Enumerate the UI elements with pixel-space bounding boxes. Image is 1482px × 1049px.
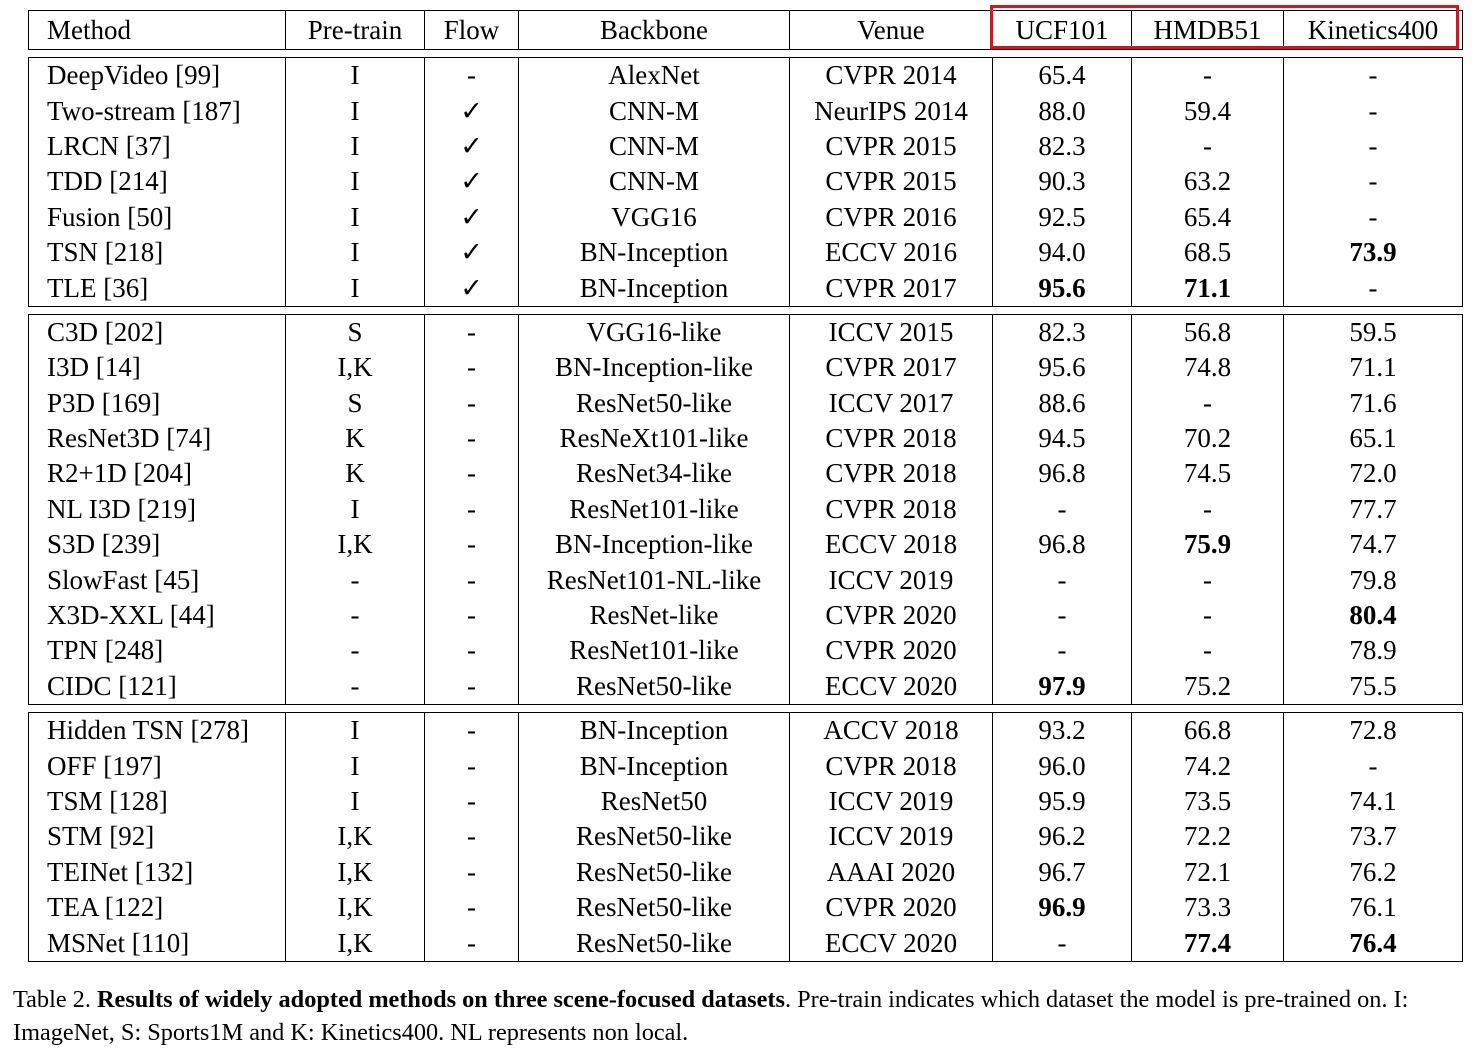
cell-backbone: ResNet50-like xyxy=(519,669,790,705)
cell-method: C3D [202] xyxy=(29,314,286,350)
cell-pretrain: I xyxy=(286,492,425,527)
table-caption xyxy=(13,983,1478,1049)
cell-flow: ✓ xyxy=(425,129,519,164)
cell-ucf101: - xyxy=(993,492,1132,527)
cell-flow: - xyxy=(425,562,519,597)
cell-flow: - xyxy=(425,456,519,491)
cell-hmdb51: 75.9 xyxy=(1132,527,1284,562)
cell-flow: - xyxy=(425,669,519,705)
table-row xyxy=(29,270,1463,306)
cell-ucf101: 96.8 xyxy=(993,527,1132,562)
cell-venue: CVPR 2020 xyxy=(790,633,993,668)
cell-venue: CVPR 2020 xyxy=(790,890,993,925)
cell-method: TEINet [132] xyxy=(29,855,286,890)
cell-hmdb51: 74.5 xyxy=(1132,456,1284,491)
cell-hmdb51: 73.3 xyxy=(1132,890,1284,925)
header-backbone: Backbone xyxy=(519,11,790,50)
cell-flow: - xyxy=(425,748,519,783)
cell-venue: ICCV 2017 xyxy=(790,386,993,421)
group-spacer xyxy=(29,705,1463,713)
cell-ucf101: 95.9 xyxy=(993,784,1132,819)
cell-ucf101: 90.3 xyxy=(993,164,1132,199)
table-row xyxy=(29,386,1463,421)
cell-method: TLE [36] xyxy=(29,270,286,306)
table-row xyxy=(29,855,1463,890)
cell-hmdb51: - xyxy=(1132,633,1284,668)
cell-kinetics400: 79.8 xyxy=(1284,562,1463,597)
cell-venue: ICCV 2019 xyxy=(790,819,993,854)
cell-pretrain: I xyxy=(286,200,425,235)
cell-ucf101: 96.0 xyxy=(993,748,1132,783)
header-row xyxy=(29,11,1463,50)
cell-flow: - xyxy=(425,421,519,456)
table-row xyxy=(29,562,1463,597)
cell-kinetics400: 75.5 xyxy=(1284,669,1463,705)
cell-hmdb51: 68.5 xyxy=(1132,235,1284,270)
cell-kinetics400: - xyxy=(1284,129,1463,164)
cell-backbone: BN-Inception-like xyxy=(519,350,790,385)
cell-venue: ECCV 2020 xyxy=(790,669,993,705)
cell-venue: NeurIPS 2014 xyxy=(790,93,993,128)
cell-backbone: ResNeXt101-like xyxy=(519,421,790,456)
cell-pretrain: I xyxy=(286,164,425,199)
cell-pretrain: I xyxy=(286,93,425,128)
cell-method: NL I3D [219] xyxy=(29,492,286,527)
table-row xyxy=(29,235,1463,270)
header-flow: Flow xyxy=(425,11,519,50)
cell-backbone: VGG16-like xyxy=(519,314,790,350)
cell-kinetics400: - xyxy=(1284,58,1463,94)
header-ucf101: UCF101 xyxy=(993,11,1132,50)
cell-backbone: BN-Inception xyxy=(519,748,790,783)
cell-hmdb51: - xyxy=(1132,58,1284,94)
cell-pretrain: - xyxy=(286,633,425,668)
group-spacer-cell xyxy=(29,705,1463,713)
cell-backbone: ResNet50 xyxy=(519,784,790,819)
cell-method: R2+1D [204] xyxy=(29,456,286,491)
cell-kinetics400: 74.1 xyxy=(1284,784,1463,819)
cell-ucf101: - xyxy=(993,562,1132,597)
table-row xyxy=(29,456,1463,491)
cell-pretrain: I,K xyxy=(286,527,425,562)
cell-pretrain: I xyxy=(286,713,425,749)
cell-kinetics400: - xyxy=(1284,93,1463,128)
table-row xyxy=(29,784,1463,819)
cell-method: Two-stream [187] xyxy=(29,93,286,128)
cell-venue: ICCV 2019 xyxy=(790,784,993,819)
cell-ucf101: 94.5 xyxy=(993,421,1132,456)
cell-pretrain: I,K xyxy=(286,925,425,961)
cell-flow: - xyxy=(425,855,519,890)
cell-backbone: ResNet50-like xyxy=(519,819,790,854)
cell-flow: - xyxy=(425,890,519,925)
cell-hmdb51: 77.4 xyxy=(1132,925,1284,961)
cell-kinetics400: 72.0 xyxy=(1284,456,1463,491)
table-row xyxy=(29,925,1463,961)
cell-hmdb51: 70.2 xyxy=(1132,421,1284,456)
cell-backbone: ResNet50-like xyxy=(519,386,790,421)
cell-backbone: ResNet101-like xyxy=(519,633,790,668)
cell-method: CIDC [121] xyxy=(29,669,286,705)
table-row xyxy=(29,200,1463,235)
cell-flow: - xyxy=(425,58,519,94)
cell-backbone: CNN-M xyxy=(519,93,790,128)
cell-venue: ECCV 2016 xyxy=(790,235,993,270)
cell-kinetics400: 59.5 xyxy=(1284,314,1463,350)
cell-ucf101: 82.3 xyxy=(993,314,1132,350)
cell-hmdb51: 75.2 xyxy=(1132,669,1284,705)
cell-method: Fusion [50] xyxy=(29,200,286,235)
cell-ucf101: 88.6 xyxy=(993,386,1132,421)
header-venue: Venue xyxy=(790,11,993,50)
cell-venue: CVPR 2016 xyxy=(790,200,993,235)
cell-backbone: VGG16 xyxy=(519,200,790,235)
cell-kinetics400: 72.8 xyxy=(1284,713,1463,749)
cell-method: LRCN [37] xyxy=(29,129,286,164)
cell-hmdb51: 72.1 xyxy=(1132,855,1284,890)
table-row xyxy=(29,633,1463,668)
table-row xyxy=(29,527,1463,562)
group-spacer xyxy=(29,50,1463,58)
cell-pretrain: S xyxy=(286,314,425,350)
cell-pretrain: I,K xyxy=(286,350,425,385)
cell-flow: ✓ xyxy=(425,270,519,306)
cell-ucf101: 95.6 xyxy=(993,270,1132,306)
cell-ucf101: - xyxy=(993,598,1132,633)
cell-method: ResNet3D [74] xyxy=(29,421,286,456)
cell-pretrain: I,K xyxy=(286,890,425,925)
cell-hmdb51: 71.1 xyxy=(1132,270,1284,306)
cell-ucf101: 92.5 xyxy=(993,200,1132,235)
cell-venue: CVPR 2018 xyxy=(790,456,993,491)
cell-kinetics400: 65.1 xyxy=(1284,421,1463,456)
table-row xyxy=(29,421,1463,456)
cell-ucf101: 95.6 xyxy=(993,350,1132,385)
table-row xyxy=(29,93,1463,128)
cell-ucf101: 96.8 xyxy=(993,456,1132,491)
cell-ucf101: 96.2 xyxy=(993,819,1132,854)
cell-method: TDD [214] xyxy=(29,164,286,199)
table-body xyxy=(29,11,1463,962)
table-row xyxy=(29,350,1463,385)
cell-kinetics400: - xyxy=(1284,270,1463,306)
table-row xyxy=(29,713,1463,749)
header-hmdb51: HMDB51 xyxy=(1132,11,1284,50)
table-row xyxy=(29,748,1463,783)
cell-flow: ✓ xyxy=(425,200,519,235)
cell-backbone: BN-Inception-like xyxy=(519,527,790,562)
cell-hmdb51: 65.4 xyxy=(1132,200,1284,235)
cell-hmdb51: - xyxy=(1132,492,1284,527)
results-table xyxy=(28,10,1463,962)
cell-ucf101: - xyxy=(993,633,1132,668)
cell-method: I3D [14] xyxy=(29,350,286,385)
cell-flow: - xyxy=(425,819,519,854)
cell-method: X3D-XXL [44] xyxy=(29,598,286,633)
cell-hmdb51: 56.8 xyxy=(1132,314,1284,350)
cell-backbone: CNN-M xyxy=(519,129,790,164)
cell-backbone: CNN-M xyxy=(519,164,790,199)
cell-pretrain: I xyxy=(286,270,425,306)
cell-kinetics400: 73.9 xyxy=(1284,235,1463,270)
cell-venue: CVPR 2017 xyxy=(790,270,993,306)
cell-pretrain: I,K xyxy=(286,855,425,890)
cell-venue: ICCV 2015 xyxy=(790,314,993,350)
cell-hmdb51: 74.8 xyxy=(1132,350,1284,385)
cell-flow: - xyxy=(425,314,519,350)
table-row xyxy=(29,129,1463,164)
cell-method: Hidden TSN [278] xyxy=(29,713,286,749)
cell-pretrain: S xyxy=(286,386,425,421)
caption-text: . Pre-train indicates which dataset the model is pre-trained on. I: ImageNet, S: Sports1M and K: Kinetics400. NL represents non local. xyxy=(13,986,1409,1046)
table-row xyxy=(29,164,1463,199)
cell-method: SlowFast [45] xyxy=(29,562,286,597)
cell-method: P3D [169] xyxy=(29,386,286,421)
cell-venue: ICCV 2019 xyxy=(790,562,993,597)
cell-pretrain: I xyxy=(286,235,425,270)
cell-venue: CVPR 2014 xyxy=(790,58,993,94)
cell-pretrain: I xyxy=(286,784,425,819)
cell-ucf101: 93.2 xyxy=(993,713,1132,749)
caption-prefix: Table 2. xyxy=(13,986,97,1013)
cell-pretrain: I xyxy=(286,58,425,94)
cell-flow: - xyxy=(425,784,519,819)
cell-kinetics400: 80.4 xyxy=(1284,598,1463,633)
cell-flow: - xyxy=(425,925,519,961)
cell-kinetics400: - xyxy=(1284,748,1463,783)
cell-backbone: BN-Inception xyxy=(519,235,790,270)
cell-kinetics400: 77.7 xyxy=(1284,492,1463,527)
cell-kinetics400: 71.1 xyxy=(1284,350,1463,385)
cell-method: TSM [128] xyxy=(29,784,286,819)
cell-method: MSNet [110] xyxy=(29,925,286,961)
cell-hmdb51: 59.4 xyxy=(1132,93,1284,128)
cell-hmdb51: - xyxy=(1132,386,1284,421)
cell-backbone: ResNet34-like xyxy=(519,456,790,491)
cell-pretrain: - xyxy=(286,669,425,705)
cell-ucf101: 82.3 xyxy=(993,129,1132,164)
cell-method: S3D [239] xyxy=(29,527,286,562)
cell-method: DeepVideo [99] xyxy=(29,58,286,94)
cell-method: STM [92] xyxy=(29,819,286,854)
cell-ucf101: 96.9 xyxy=(993,890,1132,925)
cell-ucf101: 96.7 xyxy=(993,855,1132,890)
cell-flow: - xyxy=(425,598,519,633)
cell-ucf101: 97.9 xyxy=(993,669,1132,705)
cell-ucf101: - xyxy=(993,925,1132,961)
cell-flow: - xyxy=(425,492,519,527)
cell-kinetics400: 76.1 xyxy=(1284,890,1463,925)
cell-method: TSN [218] xyxy=(29,235,286,270)
caption-title: Results of widely adopted methods on three scene-focused datasets xyxy=(96,986,785,1013)
cell-pretrain: I,K xyxy=(286,819,425,854)
cell-flow: ✓ xyxy=(425,164,519,199)
cell-method: OFF [197] xyxy=(29,748,286,783)
cell-backbone: ResNet50-like xyxy=(519,890,790,925)
cell-flow: - xyxy=(425,386,519,421)
header-kinetics400: Kinetics400 xyxy=(1284,11,1463,50)
cell-hmdb51: - xyxy=(1132,562,1284,597)
table-row xyxy=(29,890,1463,925)
cell-hmdb51: 73.5 xyxy=(1132,784,1284,819)
cell-hmdb51: 72.2 xyxy=(1132,819,1284,854)
cell-venue: CVPR 2018 xyxy=(790,421,993,456)
cell-pretrain: - xyxy=(286,562,425,597)
table-row xyxy=(29,58,1463,94)
cell-flow: - xyxy=(425,633,519,668)
cell-backbone: ResNet101-NL-like xyxy=(519,562,790,597)
cell-flow: ✓ xyxy=(425,235,519,270)
cell-pretrain: K xyxy=(286,421,425,456)
cell-backbone: BN-Inception xyxy=(519,270,790,306)
header-method: Method xyxy=(29,11,286,50)
table-row xyxy=(29,492,1463,527)
cell-venue: ECCV 2020 xyxy=(790,925,993,961)
cell-backbone: ResNet50-like xyxy=(519,855,790,890)
header-pretrain: Pre-train xyxy=(286,11,425,50)
group-spacer xyxy=(29,306,1463,314)
cell-kinetics400: 71.6 xyxy=(1284,386,1463,421)
cell-ucf101: 65.4 xyxy=(993,58,1132,94)
cell-backbone: ResNet50-like xyxy=(519,925,790,961)
cell-method: TEA [122] xyxy=(29,890,286,925)
cell-venue: ECCV 2018 xyxy=(790,527,993,562)
cell-backbone: AlexNet xyxy=(519,58,790,94)
cell-kinetics400: - xyxy=(1284,200,1463,235)
cell-hmdb51: 74.2 xyxy=(1132,748,1284,783)
cell-backbone: BN-Inception xyxy=(519,713,790,749)
cell-pretrain: I xyxy=(286,129,425,164)
cell-kinetics400: 73.7 xyxy=(1284,819,1463,854)
cell-backbone: ResNet-like xyxy=(519,598,790,633)
group-spacer-cell xyxy=(29,306,1463,314)
cell-hmdb51: - xyxy=(1132,129,1284,164)
cell-flow: - xyxy=(425,350,519,385)
table-row xyxy=(29,314,1463,350)
cell-kinetics400: 74.7 xyxy=(1284,527,1463,562)
cell-venue: CVPR 2017 xyxy=(790,350,993,385)
cell-method: TPN [248] xyxy=(29,633,286,668)
cell-venue: AAAI 2020 xyxy=(790,855,993,890)
cell-ucf101: 88.0 xyxy=(993,93,1132,128)
cell-kinetics400: 76.2 xyxy=(1284,855,1463,890)
table-row xyxy=(29,598,1463,633)
cell-venue: ACCV 2018 xyxy=(790,713,993,749)
cell-flow: - xyxy=(425,713,519,749)
cell-venue: CVPR 2015 xyxy=(790,164,993,199)
cell-venue: CVPR 2020 xyxy=(790,598,993,633)
cell-backbone: ResNet101-like xyxy=(519,492,790,527)
cell-ucf101: 94.0 xyxy=(993,235,1132,270)
cell-venue: CVPR 2018 xyxy=(790,748,993,783)
cell-pretrain: - xyxy=(286,598,425,633)
cell-kinetics400: 76.4 xyxy=(1284,925,1463,961)
cell-pretrain: I xyxy=(286,748,425,783)
cell-hmdb51: - xyxy=(1132,598,1284,633)
group-spacer-cell xyxy=(29,50,1463,58)
cell-hmdb51: 66.8 xyxy=(1132,713,1284,749)
cell-pretrain: K xyxy=(286,456,425,491)
cell-flow: ✓ xyxy=(425,93,519,128)
cell-flow: - xyxy=(425,527,519,562)
table-row xyxy=(29,819,1463,854)
cell-hmdb51: 63.2 xyxy=(1132,164,1284,199)
cell-kinetics400: - xyxy=(1284,164,1463,199)
cell-venue: CVPR 2018 xyxy=(790,492,993,527)
cell-venue: CVPR 2015 xyxy=(790,129,993,164)
cell-kinetics400: 78.9 xyxy=(1284,633,1463,668)
table-row xyxy=(29,669,1463,705)
